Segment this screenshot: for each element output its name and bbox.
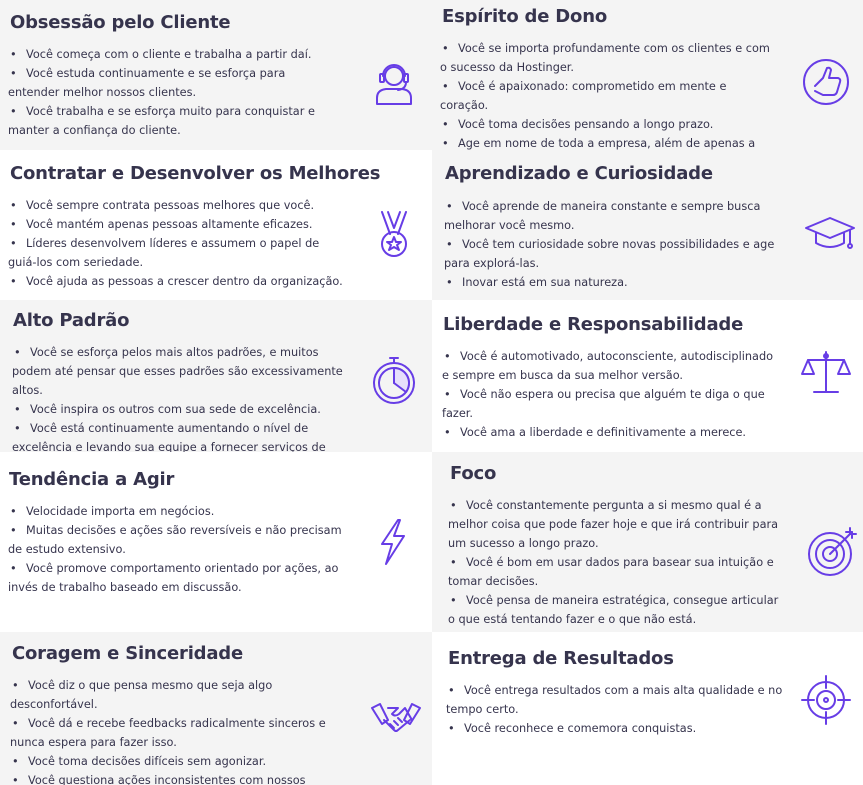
value-card-focus (432, 452, 863, 632)
list-item: • Você trabalha e se esforça muito para conquistar e manter a confiança do cliente. (8, 102, 338, 140)
list-item: • Você estuda continuamente e se esforça para entender melhor nossos clientes. (8, 64, 338, 102)
list-item: • Você reconhece e comemora conquistas. (446, 719, 784, 738)
card-title: Liberdade e Responsabilidade (443, 314, 744, 335)
list-item: • Você inspira os outros com sua sede de excelência. (12, 400, 347, 419)
list-item: • Líderes desenvolvem líderes e assumem o papel de guiá-los com seriedade. (8, 234, 348, 272)
card-title: Aprendizado e Curiosidade (445, 163, 713, 184)
list-item: • Inovar está em sua natureza. (444, 273, 786, 292)
list-item: • Muitas decisões e ações são reversíveis e não precisam de estudo extensivo. (8, 521, 348, 559)
list-item: • Você sempre contrata pessoas melhores que você. (8, 196, 348, 215)
list-item: • Você diz o que pensa mesmo que seja algo desconfortável. (10, 676, 352, 714)
handshake-icon (370, 690, 422, 742)
list-item: • Você constantemente pergunta a si mesmo qual é a melhor coisa que pode fazer hoje e que irá contribuir para um sucesso a longo prazo. (448, 496, 788, 553)
list-item: • Você é bom em usar dados para basear sua intuição e tomar decisões. (448, 553, 788, 591)
card-list (8, 45, 338, 140)
list-item: • Velocidade importa em negócios. (8, 502, 348, 521)
list-item: • Age em nome de toda a empresa, além de apenas a (440, 134, 775, 150)
list-item: • Você questiona ações inconsistentes com nossos (10, 771, 352, 785)
list-item: • Você promove comportamento orientado por ações, ao invés de trabalho baseado em discussão. (8, 559, 348, 597)
medal-icon (368, 208, 420, 260)
card-list (448, 496, 788, 629)
value-card-freedom-responsibility (432, 300, 863, 452)
card-list (444, 197, 786, 292)
target-arrow-icon (806, 526, 858, 578)
card-list (8, 196, 348, 291)
card-list (442, 347, 780, 442)
list-item: • Você se importa profundamente com os clientes e com o sucesso da Hostinger. (440, 39, 775, 77)
scales-icon (800, 346, 852, 398)
value-card-learning (432, 150, 863, 300)
card-list (8, 502, 348, 597)
card-title: Obsessão pelo Cliente (10, 12, 231, 33)
list-item: • Você dá e recebe feedbacks radicalmente sinceros e nunca espera para fazer isso. (10, 714, 352, 752)
value-card-high-standards (0, 300, 432, 452)
list-item: • Você ama a liberdade e definitivamente a merece. (442, 423, 780, 442)
list-item: • Você mantém apenas pessoas altamente eficazes. (8, 215, 348, 234)
crosshair-icon (800, 674, 852, 726)
value-card-customer-obsession (0, 0, 432, 150)
card-title: Alto Padrão (13, 310, 130, 331)
lightning-icon (366, 516, 418, 568)
card-list (446, 681, 784, 738)
card-title: Contratar e Desenvolver os Melhores (10, 163, 381, 184)
value-card-deliver-results (432, 632, 863, 785)
value-card-bias-for-action (0, 452, 432, 632)
card-title: Foco (450, 463, 497, 484)
card-title: Espírito de Dono (442, 6, 607, 27)
list-item: • Você se esforça pelos mais altos padrões, e muitos podem até pensar que esses padrões são excessivamente altos. (12, 343, 347, 400)
card-list (10, 676, 352, 785)
list-item: • Você aprende de maneira constante e sempre busca melhorar você mesmo. (444, 197, 786, 235)
card-title: Coragem e Sinceridade (12, 643, 243, 664)
value-card-ownership (432, 0, 863, 150)
card-title: Tendência a Agir (9, 469, 175, 490)
stopwatch-icon (368, 354, 420, 406)
card-list (12, 343, 347, 452)
list-item: • Você é automotivado, autoconsciente, autodisciplinado e sempre em busca da sua melhor versão. (442, 347, 780, 385)
list-item: • Você toma decisões difíceis sem agonizar. (10, 752, 352, 771)
list-item: • Você pensa de maneira estratégica, consegue articular o que está tentando fazer e o que não está. (448, 591, 788, 629)
customer-support-icon (368, 56, 420, 108)
thumbs-up-icon (800, 56, 852, 108)
list-item: • Você é apaixonado: comprometido em mente e coração. (440, 77, 775, 115)
value-card-courage-candor (0, 632, 432, 785)
list-item: • Você ajuda as pessoas a crescer dentro da organização. (8, 272, 348, 291)
value-card-hire-develop (0, 150, 432, 300)
list-item: • Você começa com o cliente e trabalha a partir daí. (8, 45, 338, 64)
list-item: • Você entrega resultados com a mais alta qualidade e no tempo certo. (446, 681, 784, 719)
list-item: • Você está continuamente aumentando o nível de excelência e levando sua equipe a fornecer serviços de (12, 419, 347, 452)
card-title: Entrega de Resultados (448, 648, 674, 669)
graduation-cap-icon (804, 208, 856, 260)
list-item: • Você tem curiosidade sobre novas possibilidades e age para explorá-las. (444, 235, 786, 273)
list-item: • Você não espera ou precisa que alguém te diga o que fazer. (442, 385, 780, 423)
card-list (440, 39, 775, 150)
list-item: • Você toma decisões pensando a longo prazo. (440, 115, 775, 134)
